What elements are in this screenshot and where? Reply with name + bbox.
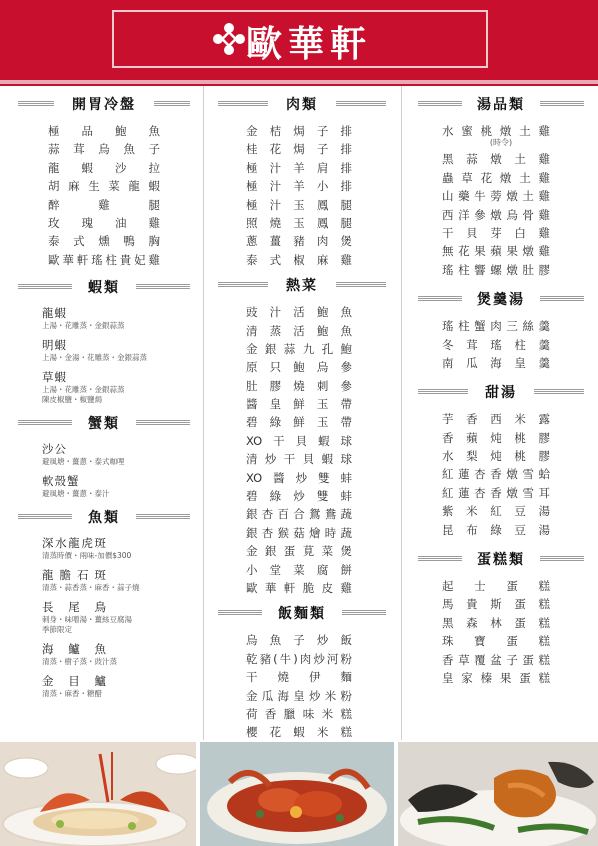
dish-preparation: 清蒸・蒜香蒸・麻香・蒜子燒 <box>42 583 140 593</box>
dish-name: 龍蝦 <box>42 306 67 321</box>
dish-item: 龍蝦沙拉 <box>48 160 160 175</box>
restaurant-name: 歐華軒 <box>246 23 373 65</box>
dish-item: 桂花焗子排 <box>246 142 352 157</box>
section-title: 甜湯 <box>485 385 517 402</box>
restaurant-logo-icon <box>212 22 246 56</box>
dish-item: 醬皇鮮玉帶 <box>246 397 352 412</box>
dish-item: 照燒玉鳳腿 <box>246 215 352 230</box>
dish-item: 碧綠鮮玉帶 <box>246 415 352 430</box>
dish-item: 銀杏百合鴛鴦蔬 <box>246 507 352 522</box>
section-title: 魚類 <box>88 510 120 527</box>
section-header-cake <box>418 551 584 567</box>
dish-preparation: 陳皮椒鹽・椒鹽焗 <box>42 395 102 405</box>
section-header-lobster <box>18 279 190 295</box>
dish-name: 軟殼蟹 <box>42 474 80 489</box>
dish-item: 香蘋炖桃膠 <box>442 430 550 445</box>
photo-sea-cucumber-dish <box>398 742 598 846</box>
section-header-sweet <box>418 384 584 400</box>
dish-name: 海鱸魚 <box>42 642 106 657</box>
dish-list-meat <box>218 122 386 269</box>
dish-preparation: 上湯・金湯・花雕蒸・金銀蒜蒸 <box>42 353 147 363</box>
section-header-hot <box>218 277 386 293</box>
dish-item: 櫻花蝦米糕 <box>246 725 352 740</box>
dish-list-hot <box>218 303 386 597</box>
section-title: 肉類 <box>286 97 318 113</box>
dish-entry <box>42 369 190 405</box>
dish-list-crab <box>18 441 190 499</box>
header-banner <box>0 0 598 80</box>
dish-item: 瑤柱響螺燉肚膠 <box>442 262 550 277</box>
section-title: 煲羹湯 <box>477 292 525 309</box>
dish-entry <box>42 535 190 561</box>
dish-entry <box>42 441 190 467</box>
dish-item: 馬貴斯蛋糕 <box>442 597 550 612</box>
dish-item: 瑤柱蟹肉三絲羹 <box>442 319 550 334</box>
section-header-cold <box>18 96 190 112</box>
section-title: 熱菜 <box>286 278 318 295</box>
dish-item: 干貝芽白雞 <box>442 225 550 240</box>
dish-item: 水蜜桃燉土雞 <box>442 124 550 138</box>
photo-crab-platter <box>200 742 394 846</box>
dish-item: 黑蒜燉土雞 <box>442 152 550 167</box>
column-divider <box>401 86 402 740</box>
dish-item: 蟲草花燉土雞 <box>442 170 550 185</box>
dish-item: 烏魚子炒飯 <box>246 633 352 648</box>
dish-name: 深水龍虎斑 <box>42 536 106 551</box>
dish-item: 乾豬(牛)肉炒河粉 <box>246 651 352 666</box>
dish-item: 歐華軒脆皮雞 <box>246 580 352 595</box>
dish-item: 皇家榛果蛋糕 <box>442 670 550 685</box>
menu-column-2 <box>218 86 386 760</box>
dish-list-sweet <box>418 410 584 539</box>
section-header-rice <box>218 605 386 621</box>
seasonal-note: (時令) <box>489 138 513 148</box>
dish-item: 金銀蛋莧菜煲 <box>246 544 352 559</box>
dish-entry <box>42 473 190 499</box>
dish-name: 金目鱸 <box>42 674 106 689</box>
dish-item: 紅蓮杏香燉雪蛤 <box>442 467 550 482</box>
dish-item: XO醬炒雙蚌 <box>246 470 352 485</box>
dish-list-cake <box>418 577 584 687</box>
section-title: 蝦類 <box>88 280 120 297</box>
dish-list-soup <box>418 122 584 279</box>
dish-item: 銀杏猴菇燴時蔬 <box>246 525 352 540</box>
section-title: 湯品類 <box>477 97 525 113</box>
dish-item: 西洋參燉烏骨雞 <box>442 207 550 222</box>
section-title: 蟹類 <box>88 416 120 433</box>
dish-item: 豉汁活鮑魚 <box>246 305 352 320</box>
dish-item: 碧綠炒雙蚌 <box>246 489 352 504</box>
section-header-crab <box>18 415 190 431</box>
dish-item: 水梨炖桃膠 <box>442 449 550 464</box>
dish-item: 清蒸活鮑魚 <box>246 323 352 338</box>
dish-preparation: 刺身・味噌湯・薑絲豆腐湯 <box>42 615 132 625</box>
dish-preparation: 清蒸・樹子蒸・豉汁蒸 <box>42 657 117 667</box>
dish-item: 醉雞腿 <box>48 197 160 212</box>
dish-item: 清炒干貝蝦球 <box>246 452 352 467</box>
dish-item: 肚膠燒刺參 <box>246 378 352 393</box>
dish-entry <box>42 567 190 593</box>
dish-item: 南瓜海皇羹 <box>442 355 550 370</box>
dish-item: 金瓜海皇炒米粉 <box>246 688 352 703</box>
section-header-thick <box>418 291 584 307</box>
dish-item: 金銀蒜九孔鮑 <box>246 341 352 356</box>
dish-preparation: 上湯・花雕蒸・金銀蒜蒸 <box>42 321 125 331</box>
dish-item: 芋香西米露 <box>442 412 550 427</box>
dish-entry <box>42 673 190 699</box>
dish-list-rice <box>218 631 386 760</box>
dish-item: 歐華軒瑤柱貴妃雞 <box>48 252 160 267</box>
dish-list-fish <box>18 535 190 699</box>
photo-lobster-noodles <box>0 742 196 846</box>
dish-name: 明蝦 <box>42 338 67 353</box>
dish-name: 龍膽石斑 <box>42 568 106 583</box>
dish-name: 長尾鳥 <box>42 600 106 615</box>
dish-preparation: 上湯・花雕蒸・金銀蒜蒸 <box>42 385 125 395</box>
dish-entry <box>42 641 190 667</box>
dish-item: XO干貝蝦球 <box>246 433 352 448</box>
dish-item: 蔥薑豬肉煲 <box>246 234 352 249</box>
dish-item: 泰式燻鴨胸 <box>48 234 160 249</box>
dish-item: 干燒伊麵 <box>246 670 352 685</box>
photo-strip <box>0 742 598 846</box>
dish-item: 極品鮑魚 <box>48 124 160 138</box>
dish-item: 極汁羊肩排 <box>246 160 352 175</box>
dish-item: 昆布綠豆湯 <box>442 522 550 537</box>
dish-list-cold <box>18 122 190 269</box>
dish-entry <box>42 305 190 331</box>
dish-item: 山藥牛蒡燉土雞 <box>442 189 550 204</box>
dish-item: 珠寶蛋糕 <box>442 634 550 649</box>
dish-item: 起士蛋糕 <box>442 579 550 594</box>
dish-item: 極汁玉鳳腿 <box>246 197 352 212</box>
dish-item: 香草覆盆子蛋糕 <box>442 652 550 667</box>
dish-item: 小堂菜腐餅 <box>246 562 352 577</box>
dish-name: 草蝦 <box>42 370 67 385</box>
column-divider <box>203 86 204 740</box>
dish-entry <box>42 599 190 635</box>
section-header-soup <box>418 96 584 112</box>
dish-item: 黑森林蛋糕 <box>442 615 550 630</box>
dish-list-thick <box>418 317 584 372</box>
dish-item: 原只鮑烏參 <box>246 360 352 375</box>
dish-item: 泰式椒麻雞 <box>246 252 352 267</box>
dish-preparation: 清蒸時價・兩味-加價$300 <box>42 551 132 561</box>
dish-preparation: 季節限定 <box>42 625 72 635</box>
dish-item: 蒜茸烏魚子 <box>48 142 160 157</box>
dish-item: 胡麻生菜龍蝦 <box>48 179 160 194</box>
dish-item: 冬茸瑤柱羹 <box>442 337 550 352</box>
dish-preparation: 避風塘・薑蔥・泰汁 <box>42 489 110 499</box>
dish-item: 極汁羊小排 <box>246 179 352 194</box>
section-title: 開胃冷盤 <box>72 97 136 113</box>
dish-item: 無花果蘋果燉雞 <box>442 244 550 259</box>
dish-name: 沙公 <box>42 442 67 457</box>
dish-list-lobster <box>18 305 190 405</box>
dish-preparation: 避風塘・薑蔥・泰式咖哩 <box>42 457 125 467</box>
section-header-fish <box>18 509 190 525</box>
dish-entry <box>42 337 190 363</box>
menu-column-1 <box>18 86 190 705</box>
section-title: 飯麵類 <box>278 606 326 623</box>
dish-item: 紅蓮杏香燉雪耳 <box>442 485 550 500</box>
section-title: 蛋糕類 <box>477 552 525 569</box>
dish-item: 金桔焗子排 <box>246 124 352 138</box>
section-header-meat <box>218 96 386 112</box>
menu-column-3 <box>418 86 584 687</box>
dish-item: 荷香臘味米糕 <box>246 706 352 721</box>
dish-item: 紫米紅豆湯 <box>442 504 550 519</box>
dish-preparation: 清蒸・麻香・糖醋 <box>42 689 102 699</box>
dish-item: 玫瑰油雞 <box>48 215 160 230</box>
